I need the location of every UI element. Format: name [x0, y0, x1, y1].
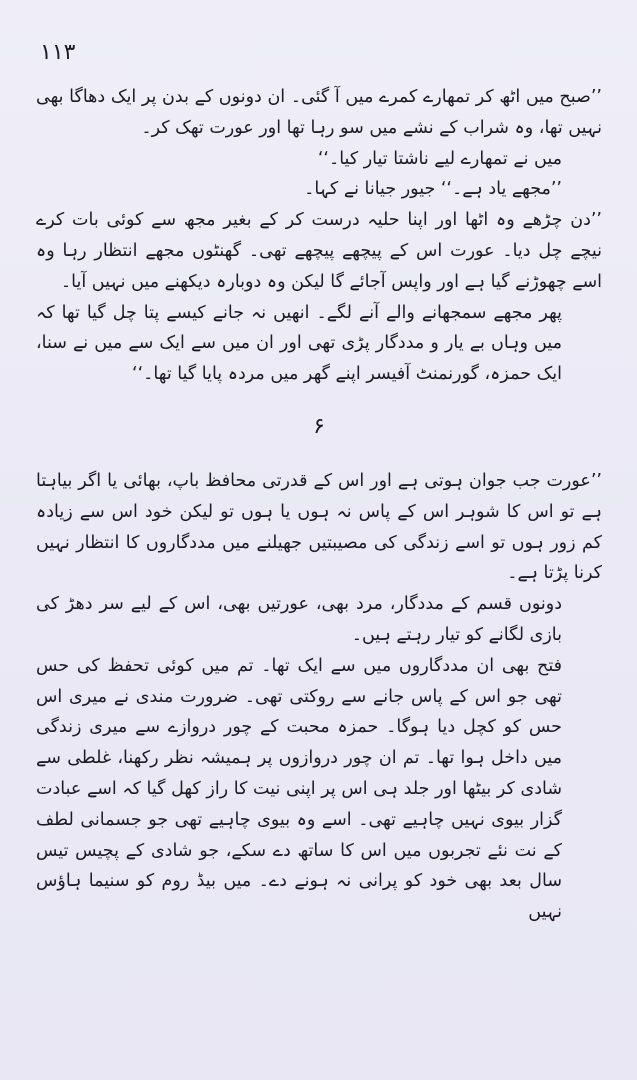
paragraph: دونوں قسم کے مددگار، مرد بھی، عورتیں بھی، اس کے لیے سر دھڑ کی بازی لگانے کو تیار رہتے ہیں۔ [36, 594, 562, 645]
paragraph: پھر مجھے سمجھانے والے آنے لگے۔ انھیں نہ جانے کیسے پتا چل گیا تھا کہ میں وہاں بے یار و مددگار پڑی تھی اور ان میں سے ایک سے میں نے سنا، ایک حمزہ، گورنمنٹ آفیسر اپنے گھر میں مردہ پایا گیا تھا۔‘‘ [36, 302, 562, 385]
paragraph: ’’عورت جب جوان ہوتی ہے اور اس کے قدرتی محافظ باپ، بھائی یا اگر بیاہتا ہے تو اس کا شوہر اس کے پاس نہ ہوں یا ہوں تو لیکن خود اس سے زیادہ کم زور ہوں تو اسے زندگی کی مصیبتیں جھیلنے میں مددگاروں کا انتظار نہیں کرنا پڑتا ہے۔ [36, 470, 602, 584]
paragraph: فتح بھی ان مددگاروں میں سے ایک تھا۔ تم میں کوئی تحفظ کی حس تھی جو اس کے پاس جانے سے روکتی تھی۔ ضرورت مندی نے میری اس حس کو کچل دیا ہوگا۔ حمزہ محبت کے چور دروازے سے میری زندگی میں داخل ہوا تھا۔ تم ان چور دروازوں پر ہمیشہ نظر رکھنا، غلطی سے شادی کر بیٹھا اور جلد ہی اس پر اپنی نیت کا راز کھل گیا کہ اسے عبادت گزار بیوی نہیں چاہیے تھی۔ اسے وہ بیوی چاہیے تھی جو جسمانی لطف کے نت نئے تجربوں میں اس کا ساتھ دے سکے، جو شادی کے پچیس تیس سال بعد بھی خود کو پرانی نہ ہونے دے۔ میں بیڈ روم کو سنیما ہاؤس نہیں [36, 655, 562, 923]
paragraph: ’’صبح میں اٹھ کر تمھارے کمرے میں آ گئی۔ ان دونوں کے بدن پر ایک دھاگا بھی نہیں تھا، وہ شراب کے نشے میں سو رہا تھا اور عورت تھک کر۔ [36, 87, 602, 138]
paragraph: ’’دن چڑھے وہ اٹھا اور اپنا حلیہ درست کر کے بغیر مجھ سے کوئی بات کرے نیچے چل دیا۔ عورت اس کے پیچھے پیچھے تھی۔ گھنٹوں مجھے انتظار رہا وہ اسے چھوڑنے گیا ہے اور واپس آجائے گا لیکن وہ دوبارہ دیکھنے میں نہیں آیا۔ [36, 210, 602, 292]
section-number: ۶ [313, 413, 325, 439]
paragraph: ’’مجھے یاد ہے۔‘‘ جیور جیانا نے کہا۔ [304, 179, 562, 200]
paragraph: میں نے تمھارے لیے ناشتا تیار کیا۔‘‘ [317, 148, 562, 169]
page-number: ۱۱۳ [40, 40, 76, 65]
page-body-text [36, 82, 602, 928]
